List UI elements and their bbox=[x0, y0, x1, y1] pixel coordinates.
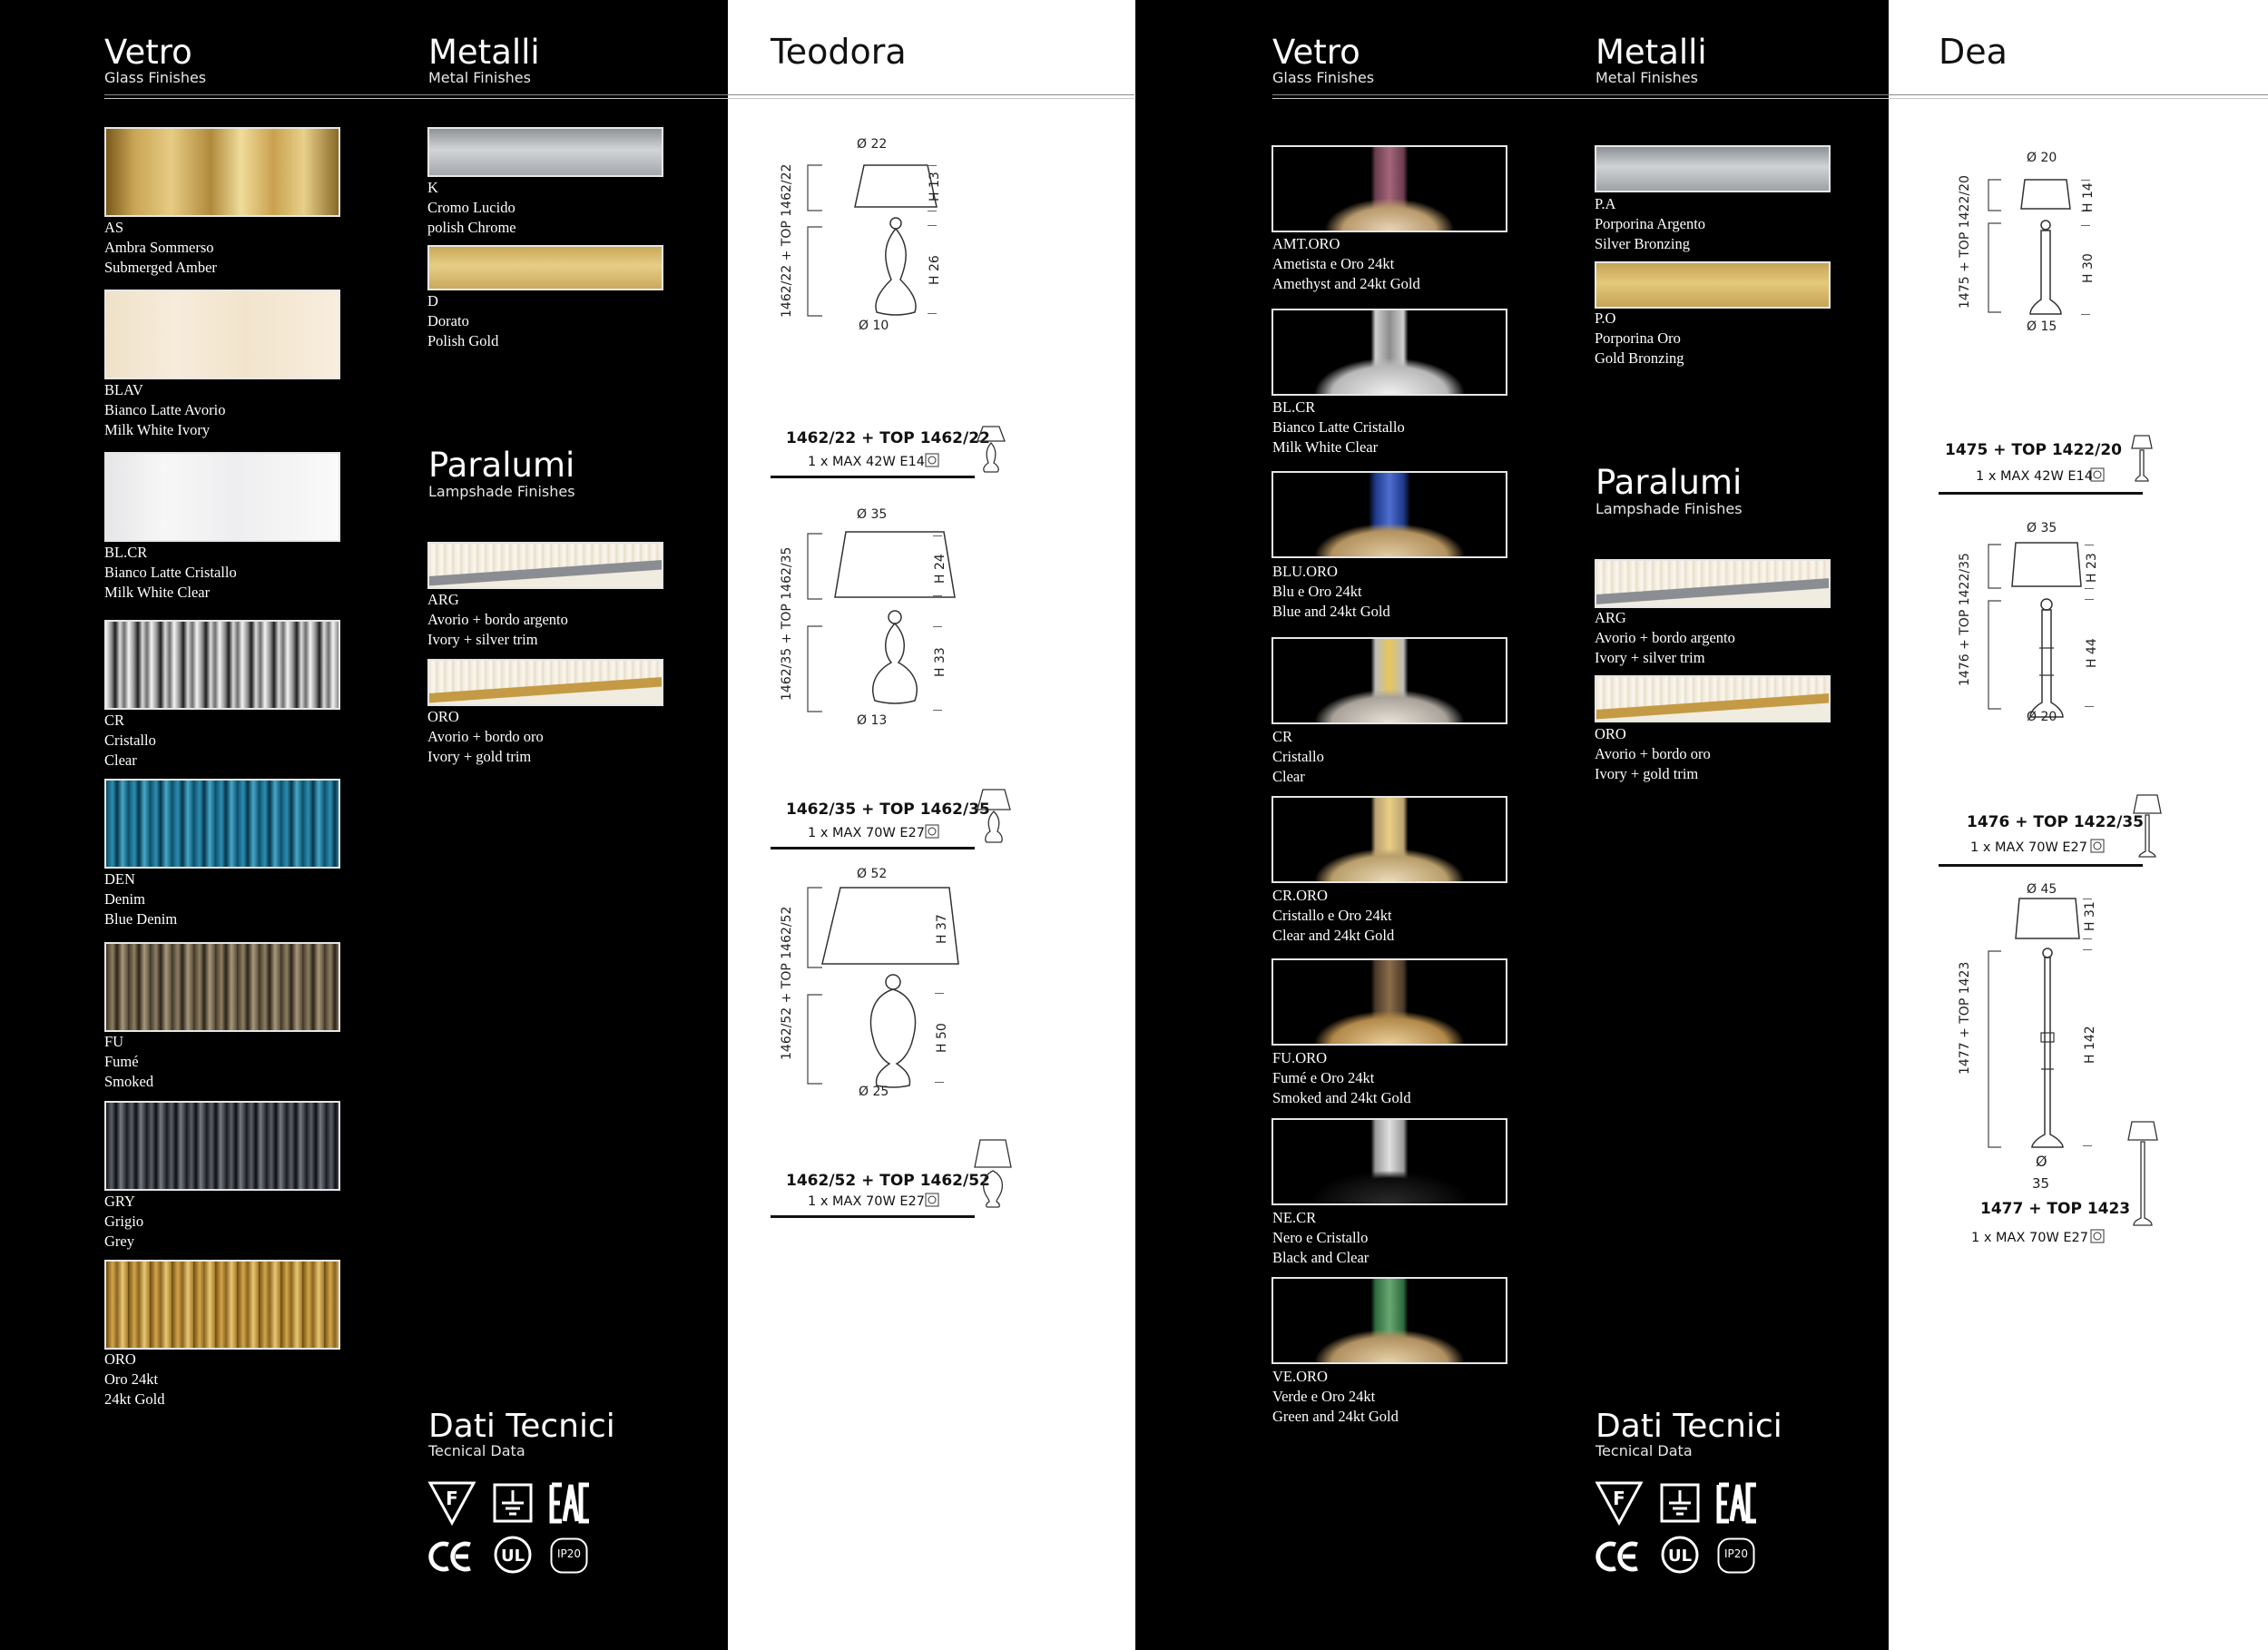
swatch-gry[interactable] bbox=[104, 1101, 340, 1191]
left-metalli-subtitle: Metal Finishes bbox=[428, 69, 531, 86]
left-paralumi-title: Paralumi bbox=[428, 446, 575, 485]
swatch-ne-cr[interactable] bbox=[1271, 1118, 1507, 1205]
dea-1-tick-d bbox=[2081, 314, 2090, 315]
svg-text:UL: UL bbox=[1667, 1547, 1693, 1566]
right-finishes-panel bbox=[1135, 0, 1889, 1650]
left-dati-subtitle: Tecnical Data bbox=[428, 1442, 525, 1459]
dea-1-bulb-icon bbox=[2090, 467, 2105, 482]
teodora-title: Teodora bbox=[771, 32, 907, 72]
caption-ne-cr: NE.CR Nero e Cristallo Black and Clear bbox=[1272, 1209, 1370, 1266]
dea-1-spec-title: 1475 + TOP 1422/20 bbox=[1945, 441, 2123, 459]
swatch-blav[interactable] bbox=[104, 290, 340, 379]
caption-fu-oro: FU.ORO Fumé e Oro 24kt Smoked and 24kt Gold bbox=[1272, 1049, 1411, 1106]
teodora-3-bulb-icon bbox=[925, 1193, 939, 1207]
teodora-1-thumb-icon bbox=[976, 425, 1006, 474]
dea-3-tick-b bbox=[2083, 938, 2092, 939]
dea-1-tick-a bbox=[2081, 180, 2090, 181]
teodora-1-spec-title: 1462/22 + TOP 1462/22 bbox=[786, 429, 990, 447]
teodora-1-spec-rule bbox=[771, 476, 975, 478]
svg-text:F: F bbox=[1613, 1488, 1625, 1509]
teodora-2-shade-diameter: Ø 35 bbox=[857, 507, 888, 522]
dea-3-tick-c bbox=[2083, 949, 2092, 950]
dea-1-base-diameter: Ø 15 bbox=[2027, 319, 2057, 334]
right-dati-subtitle: Tecnical Data bbox=[1595, 1442, 1693, 1459]
dea-3-shade-height: H 31 bbox=[2083, 901, 2097, 931]
ground-class-icon-right bbox=[1660, 1483, 1700, 1523]
right-vetro-subtitle: Glass Finishes bbox=[1272, 69, 1375, 86]
right-dati-title: Dati Tecnici bbox=[1595, 1408, 1782, 1445]
swatch-po[interactable] bbox=[1595, 261, 1831, 309]
left-dati-title: Dati Tecnici bbox=[428, 1408, 615, 1445]
right-vetro-title: Vetro bbox=[1272, 33, 1360, 72]
swatch-as[interactable] bbox=[104, 127, 340, 217]
swatch-amt-oro[interactable] bbox=[1271, 145, 1507, 232]
caption-d: D Dorato Polish Gold bbox=[427, 292, 499, 349]
dea-2-thumb-icon bbox=[2132, 793, 2163, 859]
right-metalli-subtitle: Metal Finishes bbox=[1595, 69, 1698, 86]
dea-3-thumb-icon bbox=[2126, 1120, 2159, 1227]
ul-mark-icon bbox=[494, 1536, 532, 1574]
ground-class-icon bbox=[493, 1483, 533, 1523]
dea-3-spec-title: 1477 + TOP 1423 bbox=[1980, 1200, 2131, 1218]
dea-3-bracket bbox=[1987, 949, 2003, 1149]
teodora-2-base-height: H 33 bbox=[933, 647, 947, 677]
dea-2-spec-rule bbox=[1939, 864, 2143, 867]
svg-text:UL: UL bbox=[500, 1547, 525, 1566]
teodora-1-base-diameter: Ø 10 bbox=[859, 319, 889, 333]
caption-gry: GRY Grigio Grey bbox=[104, 1193, 144, 1250]
dea-1-spec-bulb: 1 x MAX 42W E14 bbox=[1976, 469, 2094, 484]
dea-2-drawing bbox=[2003, 539, 2090, 721]
right-paralumi-subtitle: Lampshade Finishes bbox=[1595, 500, 1743, 517]
caption-as: AS Ambra Sommerso Submerged Amber bbox=[104, 219, 217, 276]
dea-3-shade-diameter: Ø 45 bbox=[2027, 882, 2057, 897]
teodora-2-drawing bbox=[819, 526, 973, 717]
left-metalli-title: Metalli bbox=[428, 33, 540, 72]
dea-1-bracket bbox=[1987, 178, 2003, 314]
dea-3-base-diameter-symbol: Ø bbox=[2036, 1153, 2047, 1170]
swatch-cr-right[interactable] bbox=[1271, 637, 1507, 724]
teodora-1-tick-d bbox=[928, 313, 937, 314]
right-product-panel bbox=[1889, 0, 2268, 1650]
teodora-2-thumb-icon bbox=[976, 788, 1012, 844]
caption-shade-oro-right: ORO Avorio + bordo oro Ivory + gold trim bbox=[1595, 725, 1711, 782]
f-class-icon-right bbox=[1595, 1481, 1643, 1525]
caption-den: DEN Denim Blue Denim bbox=[104, 870, 178, 928]
teodora-3-tick-d bbox=[935, 1082, 944, 1083]
left-finishes-panel bbox=[0, 0, 728, 1650]
caption-oro: ORO Oro 24kt 24kt Gold bbox=[104, 1350, 165, 1408]
dea-2-base-diameter: Ø 20 bbox=[2027, 710, 2057, 724]
caption-amt-oro: AMT.ORO Ametista e Oro 24kt Amethyst and 24kt Gold bbox=[1272, 235, 1420, 292]
teodora-2-tick-c bbox=[933, 626, 942, 627]
right-header-rule bbox=[1272, 94, 1889, 95]
dea-1-spec-rule bbox=[1939, 492, 2143, 495]
caption-cr: CR Cristallo Clear bbox=[104, 712, 156, 769]
teodora-2-tick-d bbox=[933, 710, 942, 711]
swatch-oro[interactable] bbox=[104, 1260, 340, 1350]
ul-mark-icon-right bbox=[1661, 1536, 1699, 1574]
dea-1-tick-c bbox=[2081, 225, 2090, 226]
teodora-3-tick-b bbox=[935, 964, 944, 965]
teodora-3-vertical-label: 1462/52 + TOP 1462/52 bbox=[780, 906, 794, 1060]
teodora-header-rule bbox=[728, 94, 1134, 95]
dea-1-base-height: H 30 bbox=[2081, 253, 2096, 283]
dea-2-base-height: H 44 bbox=[2085, 638, 2099, 668]
swatch-cr-oro[interactable] bbox=[1271, 796, 1507, 883]
eac-mark-icon bbox=[549, 1483, 591, 1523]
teodora-3-tick-c bbox=[935, 993, 944, 994]
right-ip20-label: IP20 bbox=[1723, 1547, 1749, 1560]
swatch-d[interactable] bbox=[427, 245, 663, 290]
dea-1-drawing bbox=[2014, 172, 2077, 318]
caption-blu-oro: BLU.ORO Blu e Oro 24kt Blue and 24kt Gold bbox=[1272, 563, 1390, 620]
dea-1-thumb-icon bbox=[2130, 434, 2154, 483]
caption-ve-oro: VE.ORO Verde e Oro 24kt Green and 24kt Gold bbox=[1272, 1368, 1399, 1425]
teodora-3-tick-a bbox=[935, 888, 944, 889]
teodora-1-bulb-icon bbox=[925, 453, 939, 467]
right-metalli-title: Metalli bbox=[1595, 33, 1707, 72]
dea-title: Dea bbox=[1939, 32, 2008, 72]
teodora-3-spec-bulb: 1 x MAX 70W E27 bbox=[808, 1194, 926, 1209]
teodora-3-spec-title: 1462/52 + TOP 1462/52 bbox=[786, 1172, 990, 1190]
dea-2-vertical-label: 1476 + TOP 1422/35 bbox=[1958, 553, 1972, 686]
swatch-fu[interactable] bbox=[104, 942, 340, 1032]
dea-2-spec-title: 1476 + TOP 1422/35 bbox=[1967, 813, 2145, 831]
dea-2-tick-b bbox=[2085, 588, 2094, 589]
dea-2-tick-c bbox=[2085, 599, 2094, 600]
teodora-2-bulb-icon bbox=[925, 824, 939, 839]
svg-text:F: F bbox=[446, 1488, 458, 1509]
caption-po: P.O Porporina Oro Gold Bronzing bbox=[1595, 309, 1684, 367]
dea-2-tick-d bbox=[2085, 706, 2094, 707]
dea-2-spec-bulb: 1 x MAX 70W E27 bbox=[1970, 840, 2088, 855]
teodora-2-spec-bulb: 1 x MAX 70W E27 bbox=[808, 826, 926, 840]
f-class-icon bbox=[428, 1481, 476, 1525]
left-ip20-label: IP20 bbox=[556, 1547, 582, 1560]
caption-pa: P.A Porporina Argento Silver Bronzing bbox=[1595, 195, 1706, 252]
caption-shade-arg: ARG Avorio + bordo argento Ivory + silver trim bbox=[427, 591, 568, 648]
swatch-shade-oro[interactable] bbox=[427, 659, 663, 706]
swatch-pa[interactable] bbox=[1595, 145, 1831, 192]
caption-shade-oro: ORO Avorio + bordo oro Ivory + gold trim bbox=[427, 708, 544, 765]
swatch-k[interactable] bbox=[427, 127, 663, 177]
swatch-blu-oro[interactable] bbox=[1271, 471, 1507, 558]
teodora-2-spec-rule bbox=[771, 847, 975, 850]
teodora-3-bracket bbox=[806, 886, 824, 1085]
dea-3-base-diameter-value: 35 bbox=[2032, 1175, 2050, 1192]
teodora-2-tick-a bbox=[933, 535, 942, 536]
dea-2-shade-diameter: Ø 35 bbox=[2027, 521, 2057, 535]
dea-1-shade-height: H 14 bbox=[2081, 182, 2096, 212]
swatch-cr[interactable] bbox=[104, 620, 340, 710]
left-vetro-title: Vetro bbox=[104, 33, 192, 72]
swatch-shade-arg[interactable] bbox=[427, 542, 663, 589]
ce-mark-icon bbox=[428, 1541, 474, 1572]
teodora-3-drawing bbox=[815, 882, 978, 1091]
dea-3-vertical-label: 1477 + TOP 1423 bbox=[1958, 961, 1972, 1075]
swatch-shade-arg-right[interactable] bbox=[1595, 559, 1831, 608]
teodora-1-shade-diameter: Ø 22 bbox=[857, 137, 888, 152]
dea-3-tick-d bbox=[2083, 1145, 2092, 1146]
ce-mark-icon-right bbox=[1595, 1541, 1641, 1572]
left-paralumi-subtitle: Lampshade Finishes bbox=[428, 483, 575, 500]
dea-2-bulb-icon bbox=[2090, 839, 2105, 853]
caption-k: K Cromo Lucido polish Chrome bbox=[427, 179, 516, 236]
teodora-2-base-diameter: Ø 13 bbox=[857, 713, 888, 728]
teodora-1-tick-a bbox=[928, 165, 937, 166]
teodora-3-shade-height: H 37 bbox=[935, 914, 949, 944]
teodora-2-bracket bbox=[806, 532, 824, 713]
teodora-1-spec-bulb: 1 x MAX 42W E14 bbox=[808, 455, 926, 469]
dea-1-shade-diameter: Ø 20 bbox=[2027, 151, 2057, 165]
eac-mark-icon-right bbox=[1716, 1483, 1758, 1523]
dea-3-spec-bulb: 1 x MAX 70W E27 bbox=[1971, 1231, 2089, 1245]
caption-blav: BLAV Bianco Latte Avorio Milk White Ivory bbox=[104, 381, 226, 438]
dea-2-shade-height: H 23 bbox=[2085, 553, 2099, 583]
swatch-blcr[interactable] bbox=[104, 452, 340, 542]
teodora-1-bracket bbox=[806, 163, 824, 318]
dea-1-vertical-label: 1475 + TOP 1422/20 bbox=[1958, 175, 1972, 309]
swatch-shade-oro-right[interactable] bbox=[1595, 675, 1831, 722]
dea-2-bracket bbox=[1987, 543, 2003, 711]
right-header-rule-2 bbox=[1272, 98, 1889, 99]
swatch-bl-cr[interactable] bbox=[1271, 309, 1507, 396]
right-paralumi-title: Paralumi bbox=[1595, 463, 1743, 502]
teodora-1-base-height: H 26 bbox=[928, 255, 942, 285]
teodora-1-shade-height: H 13 bbox=[928, 172, 942, 201]
caption-fu: FU Fumé Smoked bbox=[104, 1033, 154, 1090]
dea-3-bulb-icon bbox=[2090, 1229, 2105, 1243]
left-header-rule-2 bbox=[104, 98, 728, 99]
dea-header-rule-2 bbox=[1889, 98, 2268, 99]
teodora-3-shade-diameter: Ø 52 bbox=[857, 867, 888, 881]
left-vetro-subtitle: Glass Finishes bbox=[104, 69, 207, 86]
teodora-1-tick-c bbox=[928, 225, 937, 226]
caption-bl-cr: BL.CR Bianco Latte Cristallo Milk White Clear bbox=[1272, 398, 1405, 456]
swatch-ve-oro[interactable] bbox=[1271, 1277, 1507, 1364]
caption-blcr: BL.CR Bianco Latte Cristallo Milk White Clear bbox=[104, 544, 237, 601]
teodora-2-tick-b bbox=[933, 595, 942, 596]
teodora-3-base-diameter: Ø 25 bbox=[859, 1085, 889, 1099]
teodora-2-spec-title: 1462/35 + TOP 1462/35 bbox=[786, 800, 990, 819]
left-header-rule bbox=[104, 94, 728, 95]
teodora-1-vertical-label: 1462/22 + TOP 1462/22 bbox=[780, 163, 794, 318]
teodora-3-thumb-icon bbox=[973, 1138, 1013, 1209]
teodora-2-shade-height: H 24 bbox=[933, 554, 947, 584]
teodora-2-vertical-label: 1462/35 + TOP 1462/35 bbox=[780, 546, 794, 701]
teodora-3-base-height: H 50 bbox=[935, 1023, 949, 1053]
dea-header-rule bbox=[1889, 94, 2268, 95]
teodora-header-rule-2 bbox=[728, 98, 1134, 99]
swatch-den[interactable] bbox=[104, 779, 340, 869]
caption-cr-oro: CR.ORO Cristallo e Oro 24kt Clear and 24kt Gold bbox=[1272, 887, 1395, 944]
caption-cr-right: CR Cristallo Clear bbox=[1272, 728, 1324, 785]
swatch-fu-oro[interactable] bbox=[1271, 958, 1507, 1046]
left-product-panel bbox=[728, 0, 1134, 1650]
dea-3-drawing bbox=[2007, 897, 2088, 1151]
dea-3-base-height: H 142 bbox=[2083, 1026, 2097, 1064]
teodora-3-spec-rule bbox=[771, 1215, 975, 1218]
caption-shade-arg-right: ARG Avorio + bordo argento Ivory + silver trim bbox=[1595, 609, 1735, 666]
